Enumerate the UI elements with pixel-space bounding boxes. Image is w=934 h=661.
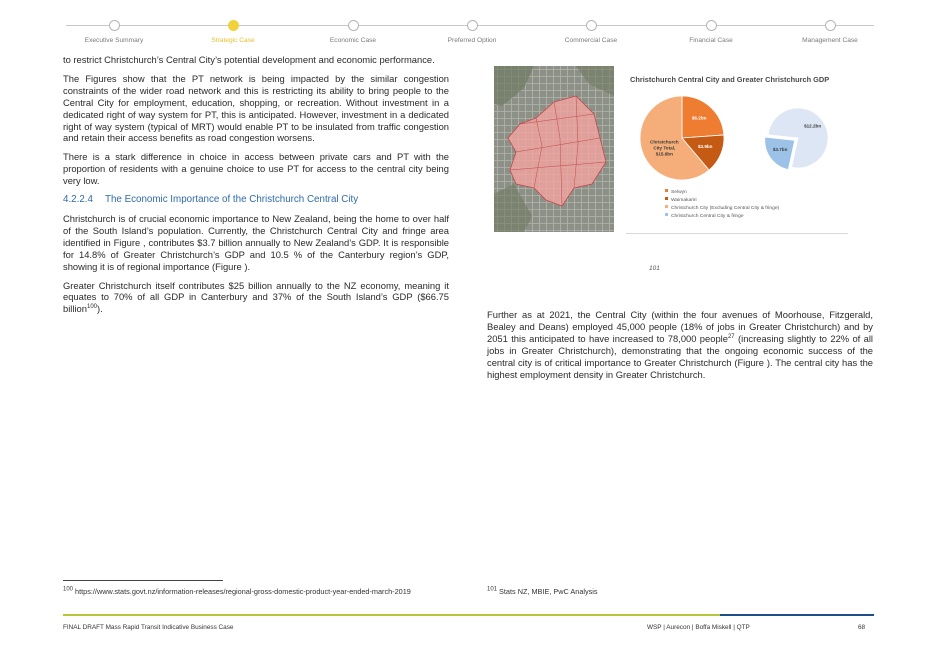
footer-bar (63, 614, 874, 617)
legend-item (665, 197, 779, 205)
pie-slice (765, 137, 795, 170)
footnote-ref[interactable]: 100 (86, 304, 97, 311)
pie-slice-label: $6.2bn (691, 115, 707, 121)
legend-label: Waimakariri (671, 198, 697, 203)
paragraph-pt-network: The Figures show that the PT network is being impacted by the similar congestion constraints of the wider road network and this is restricting its ability to bring people to the Central City for employment, education, shopping, or recreation. Without investment in a dedicated right of way system for PT, this is anticipated. However, investment in a dedicated right of way system (typical of MRT) would enable PT to be insulated from traffic congestion and retain their access benefits as road congestion worsens. (63, 72, 449, 144)
step-dot (706, 20, 717, 31)
paragraph-greater-christchurch (63, 280, 449, 316)
section-heading (63, 194, 449, 206)
footnote-text: Stats NZ, MBIE, PwC Analysis (497, 587, 598, 596)
legend-swatch (665, 197, 668, 200)
paragraph-central-city-employment (487, 309, 873, 380)
footnote-ref[interactable]: 27 (727, 333, 735, 340)
step-dot-active (228, 20, 239, 31)
footer-bar-blue (720, 614, 874, 616)
chart-title: Christchurch Central City and Greater Christchurch GDP (630, 75, 830, 84)
nav-step-financial-case[interactable] (651, 19, 771, 44)
step-label: Management Case (802, 37, 858, 44)
legend-label: Christchurch City (Excluding Central City & fringe) (671, 206, 780, 211)
legend-item (665, 205, 779, 213)
legend-item (665, 213, 779, 221)
legend-swatch (665, 205, 668, 208)
page-number: 68 (858, 624, 866, 631)
paragraph-economic-importance: Christchurch is of crucial economic importance to New Zealand, being the home to over half of the South Island’s population. Currently, the Christchurch Central City and fringe area identified in Figure , contributes $3.7 billion annually to New Zealand’s GDP. It is responsible for 14.8% of Greater Christchurch’s GDP and 10.5 % of the Canterbury region’s GDP, showing it is of regional importance (Figure ). (63, 212, 449, 272)
footnote-link[interactable]: https://www.stats.govt.nz/information-releases/regional-gross-domestic-product-year-ended-march-2019 (73, 587, 411, 596)
step-dot (825, 20, 836, 31)
nav-step-executive-summary[interactable] (54, 19, 174, 44)
footer-bar-green (63, 614, 720, 616)
left-column (63, 54, 449, 322)
footnote-101 (487, 587, 787, 597)
section-title: The Economic Importance of the Christchurch Central City (104, 194, 359, 206)
pie-slice-label: $12.2bn (804, 123, 822, 129)
footnote-100 (63, 587, 443, 597)
footnote-number: 100 (63, 586, 74, 593)
step-label: Strategic Case (211, 37, 255, 44)
pie-slice-label: $3.7bn (772, 146, 788, 152)
step-dot (586, 20, 597, 31)
step-dot (109, 20, 120, 31)
step-label: Preferred Option (447, 37, 497, 44)
paragraph-choice-in-access: There is a stark difference in choice in access between private cars and PT with the proportion of residents with a genuine choice to use PT for access to the central city being very low. (63, 151, 449, 187)
central-city-map (494, 66, 614, 232)
legend-label: Christchurch Central City & fringe (671, 214, 744, 219)
paragraph-text: Greater Christchurch itself contributes $25 billion annually to the NZ economy, meaning it equates to 70% of all GDP in Canterbury and 37% of the South Island’s GDP ($66.75 billion (63, 279, 449, 315)
map-image (494, 66, 614, 232)
case-progress-nav (66, 19, 874, 49)
figure-number: 101 (649, 265, 660, 272)
right-column (487, 309, 873, 387)
nav-step-commercial-case[interactable] (531, 19, 651, 44)
nav-step-strategic-case[interactable] (173, 19, 293, 44)
step-dot (467, 20, 478, 31)
step-label: Executive Summary (84, 37, 144, 44)
chart-legend (665, 189, 779, 221)
legend-label: Selwyn (671, 190, 687, 195)
nav-step-economic-case[interactable] (293, 19, 413, 44)
footer-authors: WSP | Aurecon | Boffa Miskell | QTP (647, 624, 750, 631)
paragraph-text-end: ). (97, 303, 103, 315)
step-label: Economic Case (329, 37, 377, 44)
footnote-number: 101 (487, 586, 498, 593)
paragraph-text: Further as at 2021, the Central City (within the four avenues of Moorhouse, Fitzgerald, Bealey and Deans) employed 45,000 people (18% of jobs in Greater Christchurch) and by 2051 this anticipated to have increased to 78,000 people (487, 309, 873, 344)
pie-slice-label: Christchurch City Total, $15.9bn (650, 139, 679, 157)
nav-step-preferred-option[interactable] (412, 19, 532, 44)
legend-item (665, 189, 779, 197)
paragraph-text-end: (increasing slightly to 22% of all jobs in Greater Christchurch), demonstrating that the ongoing economic success of the central city is of critical importance to Greater Christchurch (Figure ). The central city has the highest employment density in Greater Christchurch. (487, 332, 873, 380)
section-number: 4.2.2.4 (63, 194, 93, 206)
footnote-rule (63, 580, 223, 581)
step-label: Financial Case (689, 37, 733, 44)
step-dot (348, 20, 359, 31)
pie-slice-label: $3.9bn (697, 143, 713, 149)
nav-step-management-case[interactable] (770, 19, 890, 44)
paragraph-continued: to restrict Christchurch’s Central City’s potential development and economic performance. (63, 54, 435, 65)
gdp-chart (626, 66, 852, 234)
chart-baseline (626, 233, 848, 234)
legend-swatch (665, 189, 668, 192)
legend-swatch (665, 213, 668, 216)
step-label: Commercial Case (564, 37, 618, 44)
footer-document-title: FINAL DRAFT Mass Rapid Transit Indicative Business Case (63, 624, 234, 631)
